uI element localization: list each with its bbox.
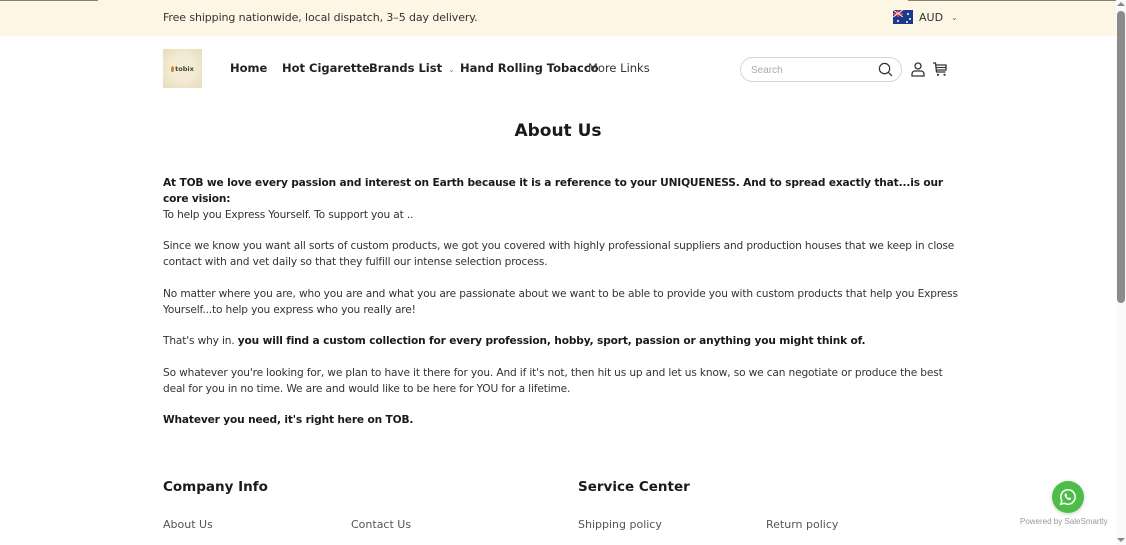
paragraph: Whatever you need, it's right here on TOB.: [163, 414, 414, 426]
paragraph: No matter where you are, who you are and what you are passionate about we want to be able to provide you with custom products that help you Express Yourself...to help you express who you really are!: [163, 288, 958, 316]
loading-bar: [908, 0, 1116, 1]
nav-item-label: Brands List: [369, 61, 443, 75]
footer-link-contact-us[interactable]: Contact Us: [351, 518, 412, 531]
paragraph: To help you Express Yourself. To support you at ..: [163, 209, 414, 221]
logo[interactable]: [163, 49, 202, 88]
user-icon[interactable]: [910, 61, 926, 77]
footer-link-about-us[interactable]: About Us: [163, 518, 213, 531]
logo-text: tobix: [175, 64, 194, 73]
nav-item-brands-list[interactable]: [369, 61, 455, 75]
paragraph: Since we know you want all sorts of custom products, we got you covered with highly professional suppliers and production houses that we keep in close contact with and vet daily so that they fulfill our intense selection process.: [163, 240, 955, 268]
search-input[interactable]: [751, 62, 871, 78]
nav-item-hand-rolling-tobacco[interactable]: Hand Rolling Tobacco: [460, 61, 599, 75]
page-title: About Us: [514, 121, 602, 141]
announcement-bar: [0, 0, 1116, 36]
paragraph: That's why in. you will find a custom collection for every profession, hobby, sport, passion or anything you might think of.: [163, 335, 866, 347]
footer-link-return-policy[interactable]: Return policy: [766, 518, 839, 531]
nav-item-hot-cigarette[interactable]: Hot Cigarette: [282, 61, 370, 75]
search-box: [740, 57, 902, 82]
search-icon[interactable]: [878, 62, 893, 77]
whatsapp-chat-button[interactable]: [1052, 481, 1084, 513]
footer-heading-company-info: Company Info: [163, 479, 268, 495]
powered-by-text: Powered by SaleSmartly: [1020, 517, 1108, 526]
scrollbar-thumb[interactable]: [1117, 11, 1125, 303]
cart-icon[interactable]: [932, 61, 948, 77]
currency-code: AUD: [919, 10, 944, 24]
scroll-up-arrow-icon[interactable]: [1117, 2, 1125, 6]
footer-link-shipping-policy[interactable]: Shipping policy: [578, 518, 662, 531]
chevron-down-icon: ⌄: [448, 65, 455, 74]
currency-selector[interactable]: [893, 10, 958, 24]
paragraph: At TOB we love every passion and interest on Earth because it is a reference to your UNIQUENESS. And to spread exactly that...is our core vision:: [163, 177, 943, 205]
paragraph: So whatever you're looking for, we plan to have it there for you. And if it's not, then hit us up and let us know, so we can negotiate or produce the best deal for you in no time. We are and would like to be here for YOU for a lifetime.: [163, 367, 943, 395]
announcement-text: Free shipping nationwide, local dispatch, 3–5 day delivery.: [163, 11, 478, 24]
scrollbar[interactable]: [1116, 0, 1126, 545]
footer-heading-service-center: Service Center: [578, 479, 690, 495]
whatsapp-icon: [1059, 488, 1077, 506]
nav-item-more-links[interactable]: More Links: [588, 61, 650, 75]
leaf-icon: [171, 66, 174, 72]
scroll-down-arrow-icon[interactable]: [1117, 538, 1125, 542]
loading-bar: [0, 0, 98, 1]
nav-item-home[interactable]: Home: [230, 61, 268, 75]
australia-flag-icon: [893, 10, 913, 24]
chevron-down-icon: ⌄: [951, 12, 958, 22]
